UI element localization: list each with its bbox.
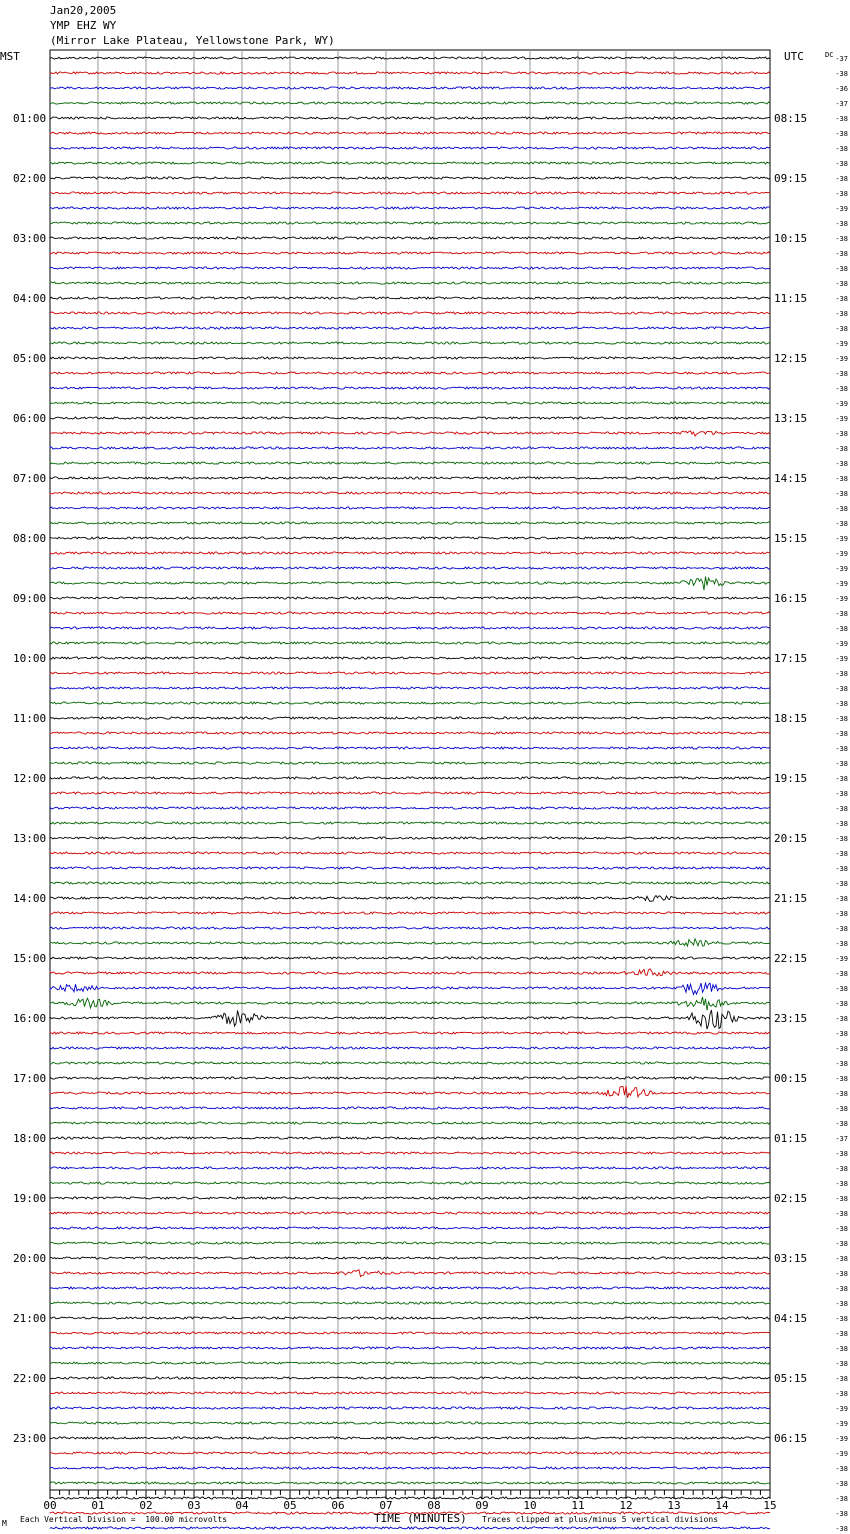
dc-offset-label: -38 bbox=[835, 1285, 848, 1293]
dc-offset-label: -38 bbox=[835, 1360, 848, 1368]
station-location: (Mirror Lake Plateau, Yellowstone Park, WY) bbox=[50, 34, 335, 47]
dc-offset-label: -38 bbox=[835, 775, 848, 783]
dc-offset-label: -38 bbox=[835, 265, 848, 273]
dc-offset-label: -38 bbox=[835, 145, 848, 153]
dc-offset-label: -38 bbox=[835, 610, 848, 618]
seismic-trace bbox=[50, 1527, 770, 1529]
hour-label-right: 13:15 bbox=[774, 412, 808, 425]
dc-offset-label: -39 bbox=[835, 205, 848, 213]
hour-label-left: 21:00 bbox=[13, 1312, 47, 1325]
dc-column-label: DC bbox=[825, 51, 834, 59]
dc-offset-label: -38 bbox=[835, 490, 848, 498]
hour-label-left: 16:00 bbox=[13, 1012, 47, 1025]
dc-offset-label: -38 bbox=[835, 280, 848, 288]
dc-offset-label: -38 bbox=[835, 190, 848, 198]
dc-offset-label: -38 bbox=[835, 745, 848, 753]
plot-frame bbox=[50, 50, 770, 1490]
dc-offset-label: -38 bbox=[835, 1375, 848, 1383]
hour-label-left: 20:00 bbox=[13, 1252, 47, 1265]
hour-label-right: 19:15 bbox=[774, 772, 808, 785]
hour-label-right: 18:15 bbox=[774, 712, 808, 725]
dc-offset-label: -38 bbox=[835, 850, 848, 858]
dc-offset-label: -38 bbox=[835, 790, 848, 798]
dc-offset-label: -38 bbox=[835, 1180, 848, 1188]
dc-offset-label: -38 bbox=[835, 1015, 848, 1023]
dc-offset-label: -38 bbox=[835, 295, 848, 303]
hour-label-left: 23:00 bbox=[13, 1432, 47, 1445]
dc-offset-label: -39 bbox=[835, 535, 848, 543]
dc-offset-label: -38 bbox=[835, 805, 848, 813]
dc-offset-label: -38 bbox=[835, 625, 848, 633]
dc-offset-label: -39 bbox=[835, 1420, 848, 1428]
x-tick-label: 12 bbox=[619, 1499, 633, 1512]
x-tick-label: 00 bbox=[43, 1499, 57, 1512]
dc-offset-label: -39 bbox=[835, 400, 848, 408]
x-tick-label: 06 bbox=[331, 1499, 345, 1512]
dc-offset-label: -38 bbox=[835, 430, 848, 438]
dc-offset-label: -38 bbox=[835, 1255, 848, 1263]
hour-label-left: 08:00 bbox=[13, 532, 47, 545]
dc-offset-label: -38 bbox=[835, 1150, 848, 1158]
hour-label-left: 02:00 bbox=[13, 172, 47, 185]
dc-offset-label: -39 bbox=[835, 415, 848, 423]
hour-label-left: 11:00 bbox=[13, 712, 47, 725]
dc-offset-label: -38 bbox=[835, 1165, 848, 1173]
dc-offset-label: -39 bbox=[835, 355, 848, 363]
hour-label-left: 19:00 bbox=[13, 1192, 47, 1205]
hour-label-left: 10:00 bbox=[13, 652, 47, 665]
dc-offset-label: -38 bbox=[835, 1300, 848, 1308]
dc-offset-label: -38 bbox=[835, 1480, 848, 1488]
dc-offset-label: -38 bbox=[835, 670, 848, 678]
dc-offset-label: -38 bbox=[835, 985, 848, 993]
hour-label-right: 09:15 bbox=[774, 172, 808, 185]
dc-offset-label: -38 bbox=[835, 1315, 848, 1323]
x-tick-label: 10 bbox=[523, 1499, 537, 1512]
dc-offset-label: -39 bbox=[835, 580, 848, 588]
dc-offset-label: -38 bbox=[835, 1045, 848, 1053]
dc-offset-label: -38 bbox=[835, 685, 848, 693]
x-tick-label: 04 bbox=[235, 1499, 249, 1512]
hour-label-left: 05:00 bbox=[13, 352, 47, 365]
dc-offset-label: -36 bbox=[835, 85, 848, 93]
hour-label-right: 04:15 bbox=[774, 1312, 808, 1325]
dc-offset-label: -38 bbox=[835, 220, 848, 228]
corner-mark: M bbox=[2, 1519, 7, 1528]
x-tick-label: 01 bbox=[91, 1499, 105, 1512]
plot-date: Jan20,2005 bbox=[50, 4, 117, 17]
x-tick-label: 07 bbox=[379, 1499, 393, 1512]
dc-offset-label: -39 bbox=[835, 340, 848, 348]
dc-offset-label: -38 bbox=[835, 970, 848, 978]
dc-offset-label: -38 bbox=[835, 940, 848, 948]
dc-offset-label: -39 bbox=[835, 1450, 848, 1458]
vertical-division-note: Each Vertical Division = 100.00 microvolts bbox=[20, 1515, 228, 1524]
dc-offset-label: -38 bbox=[835, 925, 848, 933]
hour-label-right: 17:15 bbox=[774, 652, 808, 665]
dc-offset-label: -38 bbox=[835, 895, 848, 903]
dc-offset-label: -38 bbox=[835, 1465, 848, 1473]
hour-label-right: 12:15 bbox=[774, 352, 808, 365]
dc-offset-label: -38 bbox=[835, 1060, 848, 1068]
hour-label-right: 02:15 bbox=[774, 1192, 808, 1205]
dc-offset-label: -38 bbox=[835, 760, 848, 768]
hour-label-right: 14:15 bbox=[774, 472, 808, 485]
dc-offset-label: -38 bbox=[835, 370, 848, 378]
hour-label-right: 22:15 bbox=[774, 952, 808, 965]
dc-offset-label: -38 bbox=[835, 1270, 848, 1278]
dc-offset-label: -38 bbox=[835, 730, 848, 738]
dc-offset-label: -38 bbox=[835, 700, 848, 708]
dc-offset-label: -39 bbox=[835, 1435, 848, 1443]
dc-offset-label: -38 bbox=[835, 715, 848, 723]
hour-label-right: 05:15 bbox=[774, 1372, 808, 1385]
dc-offset-label: -39 bbox=[835, 595, 848, 603]
dc-offset-label: -38 bbox=[835, 865, 848, 873]
hour-label-left: 03:00 bbox=[13, 232, 47, 245]
dc-offset-label: -39 bbox=[835, 1405, 848, 1413]
dc-offset-label: -38 bbox=[835, 235, 848, 243]
dc-offset-label: -38 bbox=[835, 1210, 848, 1218]
dc-offset-label: -38 bbox=[835, 1510, 848, 1518]
hour-label-left: 09:00 bbox=[13, 592, 47, 605]
hour-label-right: 21:15 bbox=[774, 892, 808, 905]
x-tick-label: 15 bbox=[763, 1499, 777, 1512]
hour-label-left: 01:00 bbox=[13, 112, 47, 125]
hour-label-right: 15:15 bbox=[774, 532, 808, 545]
x-tick-label: 09 bbox=[475, 1499, 489, 1512]
x-tick-label: 05 bbox=[283, 1499, 297, 1512]
hour-label-left: 18:00 bbox=[13, 1132, 47, 1145]
dc-offset-label: -38 bbox=[835, 460, 848, 468]
dc-offset-label: -38 bbox=[835, 880, 848, 888]
dc-offset-label: -38 bbox=[835, 520, 848, 528]
dc-offset-label: -38 bbox=[835, 1075, 848, 1083]
dc-offset-label: -38 bbox=[835, 1225, 848, 1233]
hour-label-left: 12:00 bbox=[13, 772, 47, 785]
hour-label-right: 06:15 bbox=[774, 1432, 808, 1445]
x-tick-label: 02 bbox=[139, 1499, 153, 1512]
dc-offset-label: -38 bbox=[835, 1390, 848, 1398]
dc-offset-label: -38 bbox=[835, 1525, 848, 1533]
dc-offset-label: -37 bbox=[835, 100, 848, 108]
dc-offset-label: -38 bbox=[835, 1105, 848, 1113]
dc-offset-label: -38 bbox=[835, 175, 848, 183]
station-code: YMP EHZ WY bbox=[50, 19, 117, 32]
dc-offset-label: -38 bbox=[835, 385, 848, 393]
dc-offset-label: -39 bbox=[835, 955, 848, 963]
hour-label-left: 04:00 bbox=[13, 292, 47, 305]
left-timezone-label: MST bbox=[0, 50, 20, 63]
hour-label-left: 14:00 bbox=[13, 892, 47, 905]
dc-offset-label: -38 bbox=[835, 70, 848, 78]
hour-label-left: 07:00 bbox=[13, 472, 47, 485]
dc-offset-label: -39 bbox=[835, 550, 848, 558]
dc-offset-label: -38 bbox=[835, 475, 848, 483]
dc-offset-label: -38 bbox=[835, 1240, 848, 1248]
hour-label-right: 08:15 bbox=[774, 112, 808, 125]
dc-offset-label: -38 bbox=[835, 820, 848, 828]
dc-offset-label: -38 bbox=[835, 445, 848, 453]
dc-offset-label: -37 bbox=[835, 1135, 848, 1143]
dc-offset-label: -39 bbox=[835, 640, 848, 648]
hour-label-right: 20:15 bbox=[774, 832, 808, 845]
x-tick-label: 08 bbox=[427, 1499, 441, 1512]
hour-label-right: 11:15 bbox=[774, 292, 808, 305]
dc-offset-label: -39 bbox=[835, 655, 848, 663]
hour-label-right: 16:15 bbox=[774, 592, 808, 605]
hour-label-right: 10:15 bbox=[774, 232, 808, 245]
hour-label-right: 00:15 bbox=[774, 1072, 808, 1085]
seismic-trace bbox=[50, 1497, 770, 1499]
dc-offset-label: -38 bbox=[835, 1195, 848, 1203]
dc-offset-label: -39 bbox=[835, 565, 848, 573]
dc-offset-label: -38 bbox=[835, 1495, 848, 1503]
dc-offset-label: -38 bbox=[835, 1090, 848, 1098]
dc-offset-label: -38 bbox=[835, 1120, 848, 1128]
dc-offset-label: -38 bbox=[835, 910, 848, 918]
dc-offset-label: -38 bbox=[835, 130, 848, 138]
dc-offset-label: -38 bbox=[835, 835, 848, 843]
hour-label-left: 22:00 bbox=[13, 1372, 47, 1385]
x-tick-label: 13 bbox=[667, 1499, 681, 1512]
dc-offset-label: -38 bbox=[835, 325, 848, 333]
x-axis-title: TIME (MINUTES) bbox=[374, 1512, 467, 1525]
x-tick-label: 03 bbox=[187, 1499, 201, 1512]
dc-offset-label: -38 bbox=[835, 1000, 848, 1008]
x-tick-label: 11 bbox=[571, 1499, 585, 1512]
dc-offset-label: -38 bbox=[835, 1030, 848, 1038]
dc-offset-label: -38 bbox=[835, 160, 848, 168]
dc-offset-label: -38 bbox=[835, 1345, 848, 1353]
hour-label-left: 06:00 bbox=[13, 412, 47, 425]
hour-label-right: 03:15 bbox=[774, 1252, 808, 1265]
dc-offset-label: -38 bbox=[835, 505, 848, 513]
dc-offset-label: -37 bbox=[835, 55, 848, 63]
hour-label-right: 01:15 bbox=[774, 1132, 808, 1145]
dc-offset-label: -38 bbox=[835, 1330, 848, 1338]
dc-offset-label: -38 bbox=[835, 310, 848, 318]
right-timezone-label: UTC bbox=[784, 50, 804, 63]
x-tick-label: 14 bbox=[715, 1499, 729, 1512]
hour-label-left: 17:00 bbox=[13, 1072, 47, 1085]
hour-label-left: 13:00 bbox=[13, 832, 47, 845]
hour-label-left: 15:00 bbox=[13, 952, 47, 965]
hour-label-right: 23:15 bbox=[774, 1012, 808, 1025]
clip-note: Traces clipped at plus/minus 5 vertical divisions bbox=[482, 1515, 719, 1524]
dc-offset-label: -38 bbox=[835, 250, 848, 258]
dc-offset-label: -38 bbox=[835, 115, 848, 123]
